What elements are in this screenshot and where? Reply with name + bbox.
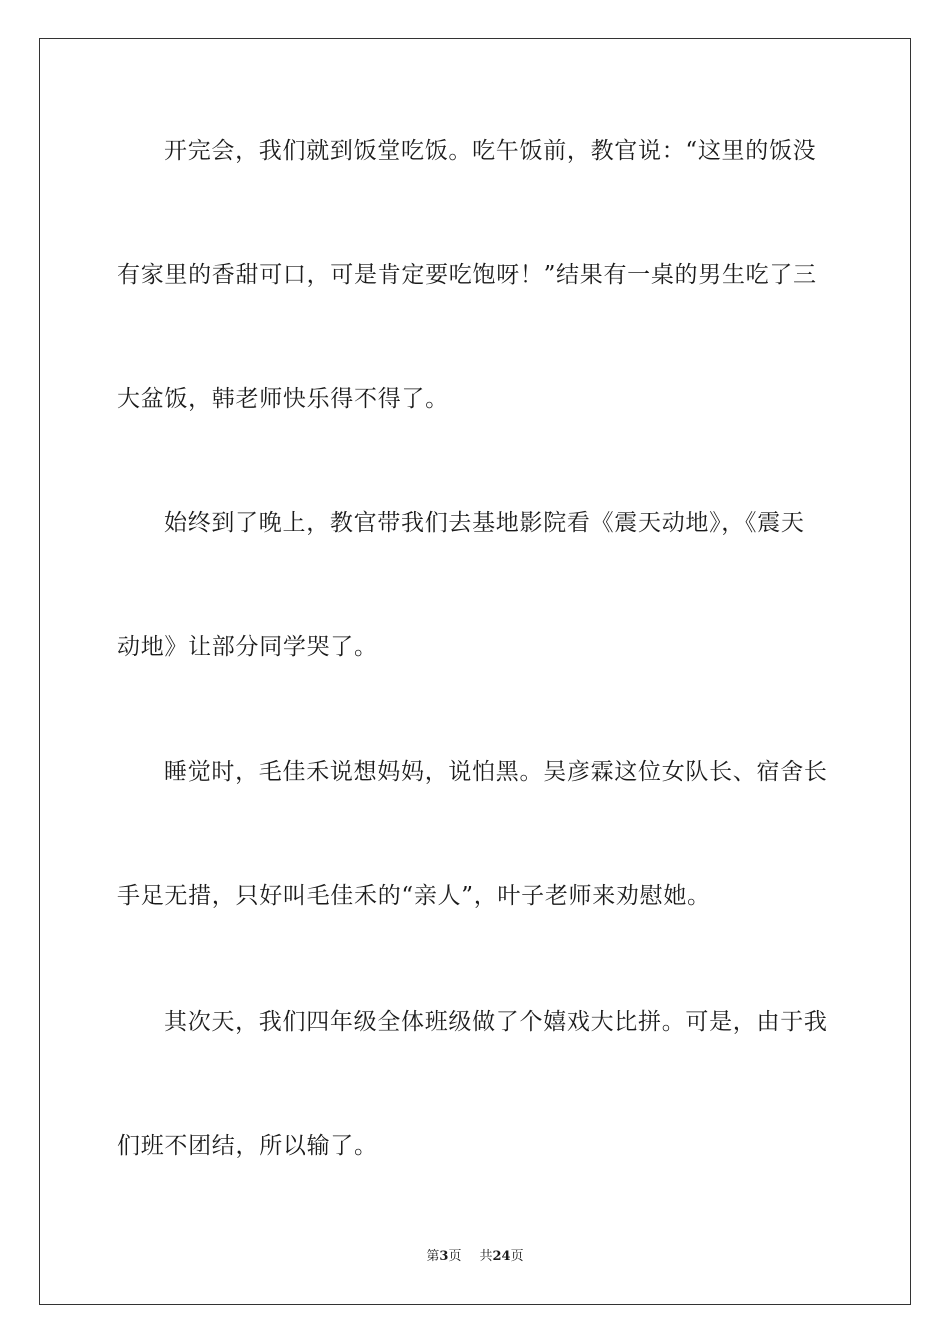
total-suffix: 页 bbox=[510, 1249, 524, 1264]
paragraph-1-line-2: 有家里的香甜可口，可是肯定要吃饱呀！”结果有一桌的男生吃了三 bbox=[117, 262, 817, 288]
paragraph-2-line-1: 始终到了晚上，教官带我们去基地影院看《震天动地》，《震天 bbox=[164, 510, 805, 536]
page-number: 3 bbox=[439, 1249, 449, 1264]
total-pages: 24 bbox=[492, 1249, 511, 1264]
paragraph-1-line-3: 大盆饭，韩老师快乐得不得了。 bbox=[117, 386, 449, 412]
page-suffix: 页 bbox=[448, 1249, 462, 1264]
paragraph-3-line-1: 睡觉时，毛佳禾说想妈妈，说怕黑。吴彦霖这位女队长、宿舍长 bbox=[164, 759, 828, 785]
paragraph-1-line-1: 开完会，我们就到饭堂吃饭。吃午饭前，教官说：“这里的饭没 bbox=[164, 138, 817, 164]
page-prefix: 第 bbox=[426, 1249, 440, 1264]
paragraph-3-line-2: 手足无措，只好叫毛佳禾的“亲人”，叶子老师来劝慰她。 bbox=[117, 883, 711, 909]
paragraph-4-line-2: 们班不团结，所以输了。 bbox=[117, 1133, 378, 1159]
page-footer bbox=[0, 1248, 950, 1266]
page-border bbox=[39, 38, 911, 1305]
total-prefix: 共 bbox=[479, 1249, 493, 1264]
paragraph-2-line-2: 动地》让部分同学哭了。 bbox=[117, 634, 378, 660]
paragraph-4-line-1: 其次天，我们四年级全体班级做了个嬉戏大比拼。可是，由于我 bbox=[164, 1009, 828, 1035]
